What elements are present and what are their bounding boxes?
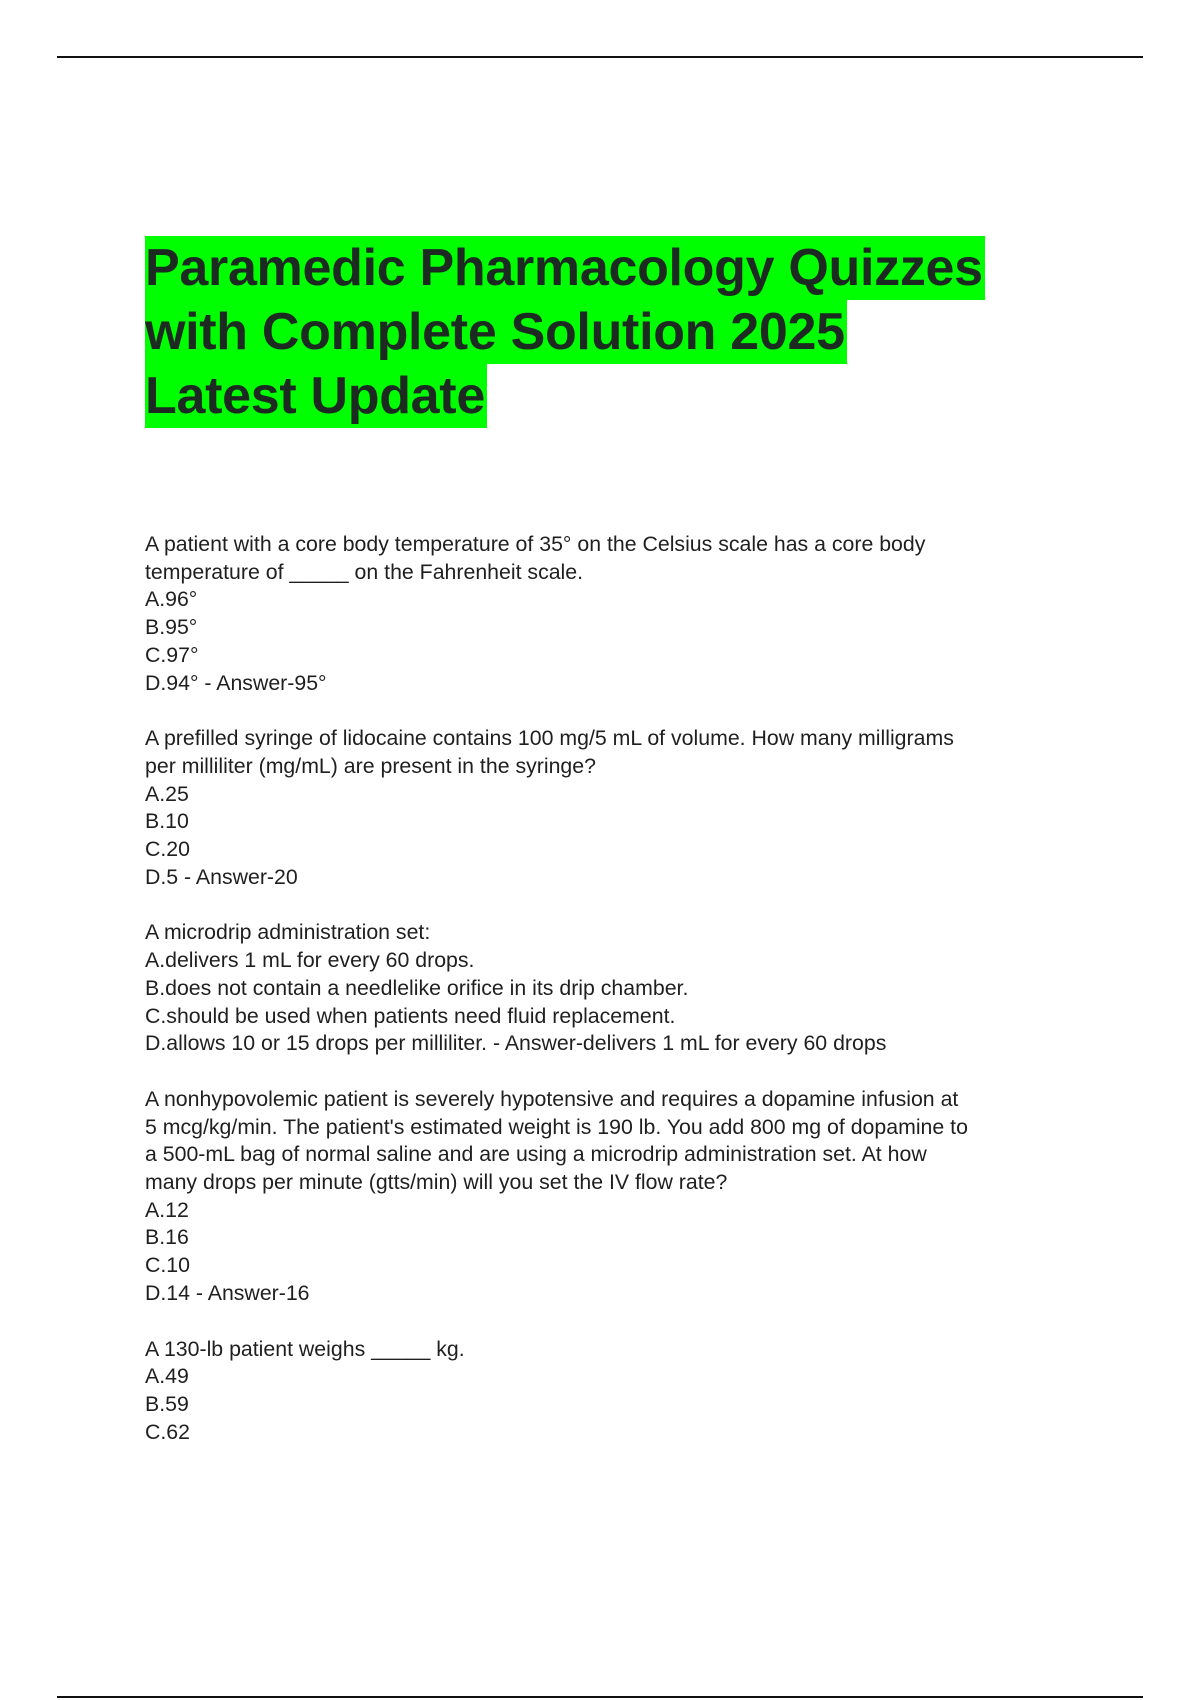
title-line: with Complete Solution 2025 bbox=[145, 300, 1095, 364]
question-text: A 130-lb patient weighs _____ kg. bbox=[145, 1336, 465, 1361]
option: B.59 bbox=[145, 1391, 189, 1416]
option: A.96° bbox=[145, 587, 198, 612]
option-with-answer: D.94° - Answer-95° bbox=[145, 670, 327, 695]
option: A.49 bbox=[145, 1364, 189, 1389]
option-with-answer: D.14 - Answer-16 bbox=[145, 1280, 310, 1305]
question-text: A patient with a core body temperature of 35° on the Celsius scale has a core body bbox=[145, 532, 926, 556]
option: C.97° bbox=[145, 642, 199, 667]
option: B.95° bbox=[145, 615, 198, 640]
question-text: A prefilled syringe of lidocaine contains 100 mg/5 mL of volume. How many milligrams bbox=[145, 726, 954, 751]
option: C.62 bbox=[145, 1419, 190, 1444]
option: A.25 bbox=[145, 781, 189, 806]
option-with-answer: D.5 - Answer-20 bbox=[145, 864, 298, 889]
option: C.10 bbox=[145, 1253, 190, 1278]
option: B.10 bbox=[145, 809, 189, 834]
question-text: a 500-mL bag of normal saline and are using a microdrip administration set. At how bbox=[145, 1142, 927, 1167]
question-5 bbox=[145, 1336, 1145, 1447]
question-text: A nonhypovolemic patient is severely hypotensive and requires a dopamine infusion at bbox=[145, 1086, 959, 1111]
question-text: per milliliter (mg/mL) are present in the syringe? bbox=[145, 753, 596, 778]
title-line: Paramedic Pharmacology Quizzes bbox=[145, 236, 1095, 300]
option: B.16 bbox=[145, 1225, 189, 1250]
question-3 bbox=[145, 919, 1145, 1058]
question-text: many drops per minute (gtts/min) will you set the IV flow rate? bbox=[145, 1170, 728, 1195]
option: C.20 bbox=[145, 837, 190, 862]
footer-rule bbox=[57, 1696, 1143, 1698]
title-line: Latest Update bbox=[145, 364, 1095, 428]
option-with-answer: D.allows 10 or 15 drops per milliliter. - Answer-delivers 1 mL for every 60 drops bbox=[145, 1031, 887, 1056]
questions-list bbox=[145, 531, 1145, 1474]
question-2 bbox=[145, 725, 1145, 891]
question-4 bbox=[145, 1086, 1145, 1308]
option: A.delivers 1 mL for every 60 drops. bbox=[145, 948, 475, 973]
question-text: 5 mcg/kg/min. The patient's estimated weight is 190 lb. You add 800 mg of dopamine to bbox=[145, 1114, 968, 1139]
question-text: A microdrip administration set: bbox=[145, 920, 431, 945]
header-rule bbox=[57, 56, 1143, 58]
question-text: temperature of _____ on the Fahrenheit scale. bbox=[145, 559, 584, 584]
option: B.does not contain a needlelike orifice in its drip chamber. bbox=[145, 975, 689, 1000]
question-1 bbox=[145, 531, 1145, 697]
document-title bbox=[145, 236, 1095, 428]
option: C.should be used when patients need fluid replacement. bbox=[145, 1003, 676, 1028]
option: A.12 bbox=[145, 1197, 189, 1222]
